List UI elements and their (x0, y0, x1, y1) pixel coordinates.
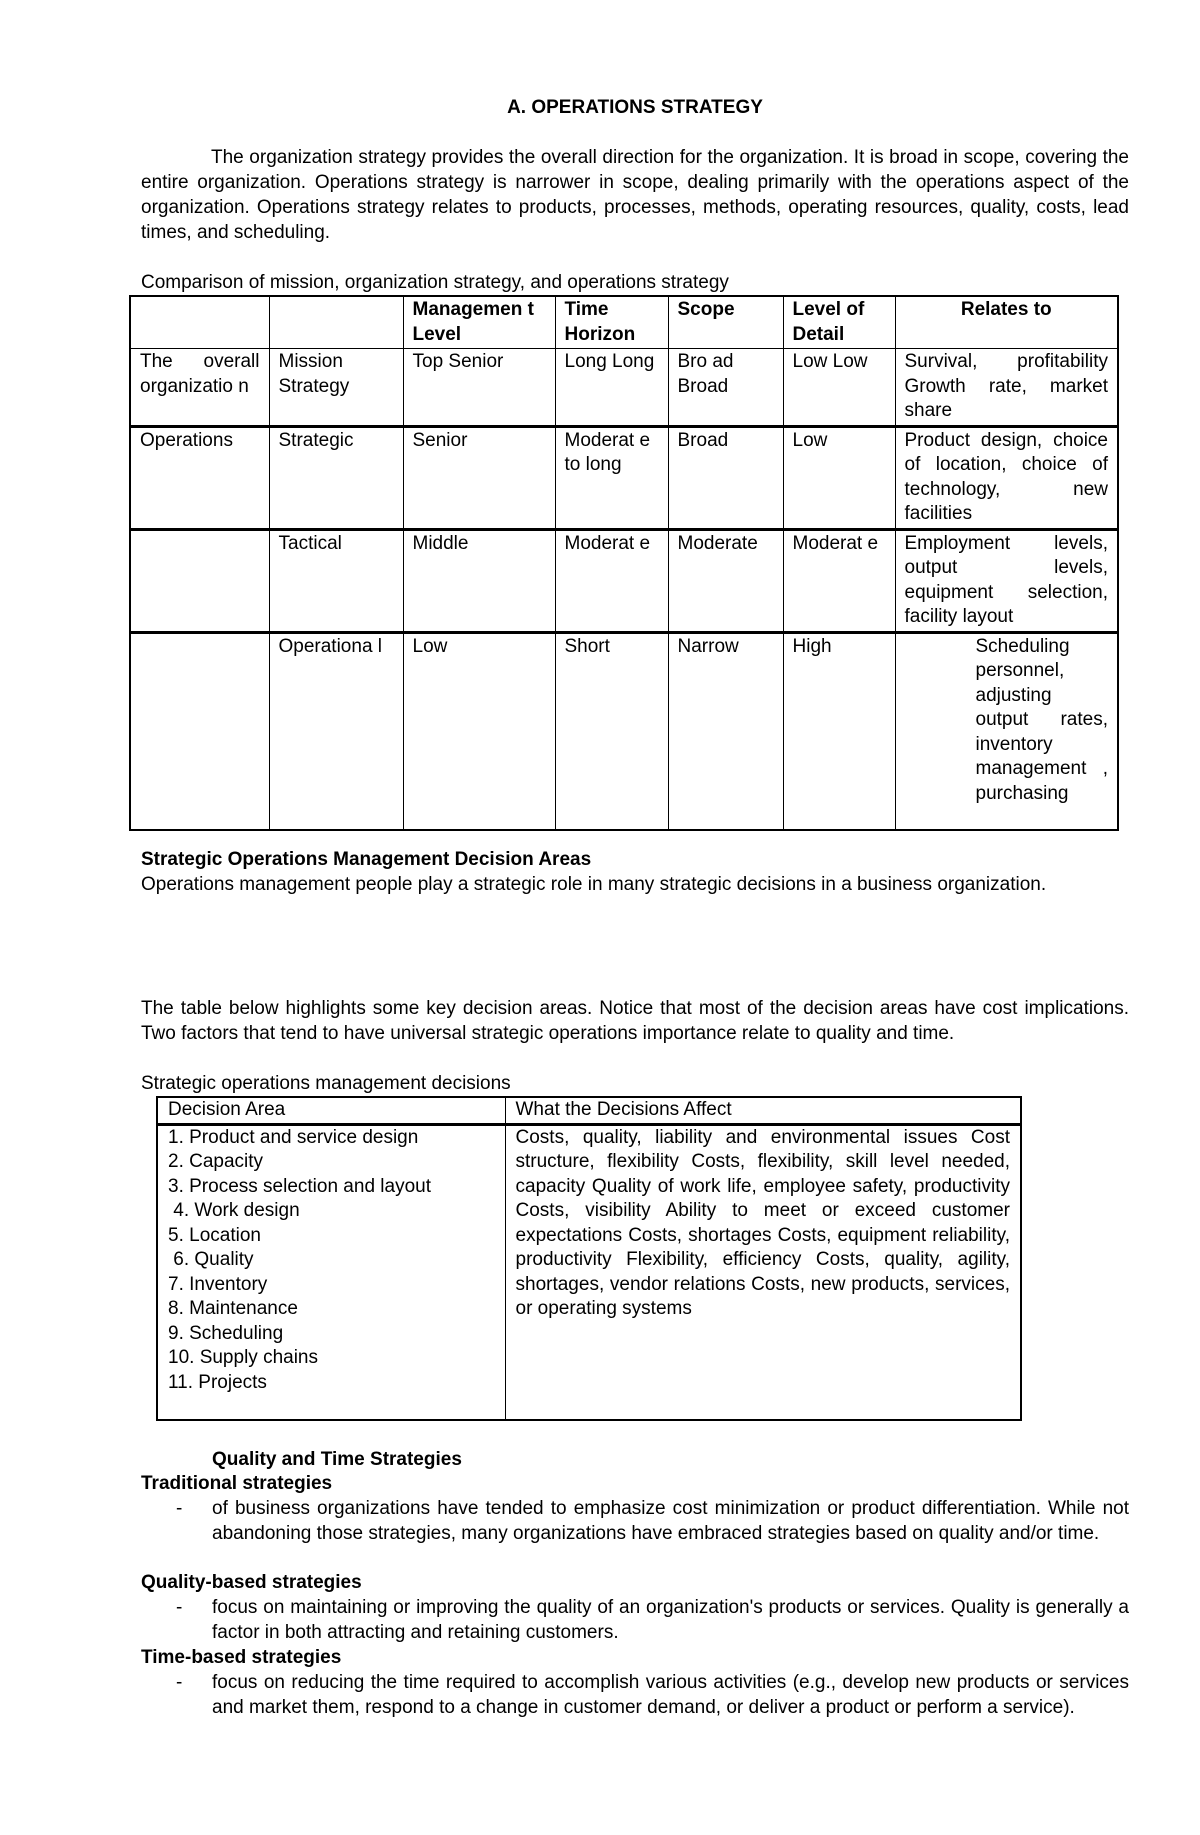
list-item: 7. Inventory (168, 1273, 268, 1295)
table-cell: Strategic (269, 426, 403, 529)
table-cell: The overall organizatio n (130, 349, 269, 427)
table-cell: Tactical (269, 529, 403, 632)
table-header-row (130, 296, 1118, 349)
strategy-text: focus on reducing the time required to accomplish various activities (e.g., develop new products or services and market them, respond to a change in customer demand, or deliver a product or perform a service). (212, 1672, 1129, 1718)
table-cell: Moderat e (555, 529, 668, 632)
table-cell: Narrow (668, 632, 783, 830)
header-cell (269, 296, 403, 349)
table-header-row (157, 1097, 1021, 1124)
comparison-table (129, 295, 1119, 831)
table-row (130, 349, 1118, 427)
header-cell: Decision Area (157, 1097, 505, 1124)
header-cell: Relates to (895, 296, 1118, 349)
table-row (157, 1124, 1021, 1420)
table-cell: Broad (668, 426, 783, 529)
header-cell: Managemen t Level (403, 296, 555, 349)
strategy-item (176, 1496, 1129, 1546)
strategy-item (176, 1595, 1129, 1645)
table-cell: Moderat e (783, 529, 895, 632)
decision-areas-text: Operations management people play a strategic role in many strategic decisions in a business organization. (141, 874, 1047, 895)
list-item: 6. Quality (168, 1249, 254, 1270)
decision-area-list (157, 1124, 505, 1420)
list-item: 2. Capacity (168, 1151, 264, 1172)
list-item: 3. Process selection and layout (168, 1175, 431, 1197)
list-item: 9. Scheduling (168, 1322, 284, 1344)
table-cell: Low Low (783, 349, 895, 427)
strategy-title: Time-based strategies (141, 1647, 342, 1668)
table1-caption: Comparison of mission, organization strategy, and operations strategy (141, 272, 729, 293)
table-cell (130, 529, 269, 632)
table-cell: Low (783, 426, 895, 529)
strategy-title: Traditional strategies (141, 1473, 333, 1494)
list-item: 4. Work design (168, 1200, 300, 1221)
strategy-title: Quality-based strategies (141, 1572, 362, 1593)
table-cell: Product design, choice of location, choice of technology, new facilities (895, 426, 1118, 529)
header-cell: What the Decisions Affect (505, 1097, 1021, 1124)
list-item: 1. Product and service design (168, 1126, 419, 1148)
decision-areas-heading: Strategic Operations Management Decision Areas (141, 849, 592, 870)
table-cell: High (783, 632, 895, 830)
strategy-text: of business organizations have tended to emphasize cost minimization or product differentiation. While not abandoning those strategies, many organizations have embraced strategies based on quality and/or time. (212, 1498, 1129, 1544)
list-item: 5. Location (168, 1224, 261, 1246)
table-cell: Moderat e to long (555, 426, 668, 529)
table-cell: Employment levels, output levels, equipment selection, facility layout (895, 529, 1118, 632)
table-cell: Short (555, 632, 668, 830)
table2-caption: Strategic operations management decisions (141, 1073, 511, 1094)
intro-paragraph: The organization strategy provides the overall direction for the organization. It is broad in scope, covering the entire organization. Operations strategy is narrower in scope, dealing primarily with the operations aspect of the organization. Operations strategy relates to products, processes, methods, operating resources, quality, costs, lead times, and scheduling. (141, 147, 1129, 243)
list-item: 10. Supply chains (168, 1347, 318, 1368)
table-row (130, 529, 1118, 632)
list-item: 11. Projects (168, 1371, 267, 1393)
header-cell: Scope (668, 296, 783, 349)
dash-bullet: - (176, 1498, 183, 1519)
table-cell: Low (403, 632, 555, 830)
table-cell: Senior (403, 426, 555, 529)
dash-bullet: - (176, 1672, 183, 1693)
header-cell: Level of Detail (783, 296, 895, 349)
table-cell: Bro ad Broad (668, 349, 783, 427)
decision-areas-text2: The table below highlights some key decision areas. Notice that most of the decision areas have cost implications. Two factors that tend to have universal strategic operations importance relate to quality and time. (141, 998, 1129, 1044)
table-cell: Top Senior (403, 349, 555, 427)
table-cell: Moderate (668, 529, 783, 632)
table-cell: Scheduling personnel, adjusting output rates, inventory management , purchasing (895, 632, 1118, 830)
header-cell: Time Horizon (555, 296, 668, 349)
table-row (130, 426, 1118, 529)
table-cell: Survival, profitability Growth rate, market share (895, 349, 1118, 427)
strategies-heading: Quality and Time Strategies (212, 1449, 462, 1470)
table-cell: Long Long (555, 349, 668, 427)
decision-affects: Costs, quality, liability and environmental issues Cost structure, flexibility Costs, flexibility, skill level needed, capacity Quality of work life, employee safety, productivity Costs, visibility Ability to meet or exceed customer expectations Costs, shortages Costs, equipment reliability, productivity Flexibility, efficiency Costs, quality, agility, shortages, vendor relations Costs, new products, services, or operating systems (505, 1124, 1021, 1420)
header-cell (130, 296, 269, 349)
table-cell: Mission Strategy (269, 349, 403, 427)
strategy-text: focus on maintaining or improving the quality of an organization's products or services. Quality is generally a factor in both attracting and retaining customers. (212, 1597, 1129, 1643)
table-row (130, 632, 1118, 830)
decisions-table (156, 1096, 1022, 1421)
strategy-item (176, 1670, 1129, 1720)
table-cell: Middle (403, 529, 555, 632)
table-cell: Operations (130, 426, 269, 529)
page-title: A. OPERATIONS STRATEGY (507, 97, 763, 118)
list-item: 8. Maintenance (168, 1298, 298, 1319)
table-cell: Operationa l (269, 632, 403, 830)
dash-bullet: - (176, 1597, 183, 1618)
table-cell (130, 632, 269, 830)
